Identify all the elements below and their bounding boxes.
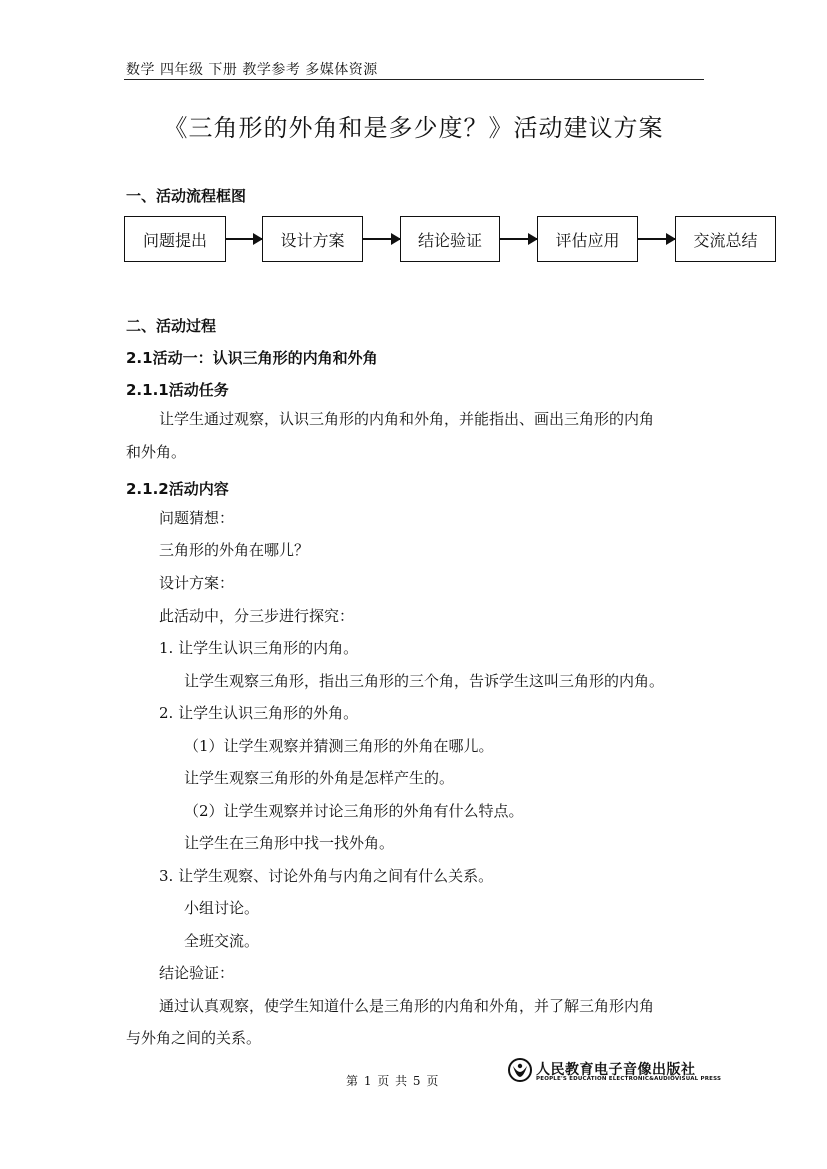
content-line: 设计方案： [159,574,235,592]
document-title: 《三角形的外角和是多少度？》活动建议方案 [163,114,664,142]
flow-step-2: 设计方案 [262,216,363,262]
header-divider [124,79,704,80]
publisher-name-english: PEOPLE'S EDUCATION ELECTRONIC&AUDIOVISUAL PRESS [536,1076,722,1082]
flow-arrow-2 [363,238,400,240]
list-item-1: 1. 让学生认识三角形的内角。 [159,639,359,657]
subsection-2-1: 2.1活动一：认识三角形的内角和外角 [126,349,378,367]
flow-step-5: 交流总结 [675,216,776,262]
section1-heading: 一、活动流程框图 [126,187,247,205]
running-header: 数学 四年级 下册 教学参考 多媒体资源 [126,62,378,78]
content-line: 全班交流。 [184,932,260,950]
subsection-2-1-1: 2.1.1活动任务 [126,381,229,399]
list-item-3: 3. 让学生观察、讨论外角与内角之间有什么关系。 [159,867,494,885]
content-line: 让学生观察三角形，指出三角形的三个角，告诉学生这叫三角形的内角。 [184,672,665,690]
content-line: 让学生观察三角形的外角是怎样产生的。 [184,769,455,787]
content-line: （2）让学生观察并讨论三角形的外角有什么特点。 [184,802,524,820]
list-item-2: 2. 让学生认识三角形的外角。 [159,704,359,722]
content-line: （1）让学生观察并猜测三角形的外角在哪儿。 [184,737,494,755]
flow-step-4: 评估应用 [537,216,638,262]
flow-arrow-4 [638,238,675,240]
subsection-2-1-2: 2.1.2活动内容 [126,480,229,498]
content-line: 与外角之间的关系。 [126,1029,262,1047]
content-line: 小组讨论。 [184,899,260,917]
flow-arrow-1 [226,238,262,240]
task-paragraph-line1: 让学生通过观察，认识三角形的内角和外角，并能指出、画出三角形的内角 [159,410,655,428]
task-paragraph-line2: 和外角。 [126,443,187,461]
flow-arrow-3 [500,238,537,240]
page-number: 第 1 页 共 5 页 [346,1074,440,1088]
content-line: 问题猜想： [159,509,235,527]
publisher-logo [508,1058,722,1086]
flow-step-3: 结论验证 [400,216,500,262]
content-line: 通过认真观察，使学生知道什么是三角形的内角和外角，并了解三角形内角 [159,997,655,1015]
section2-heading: 二、活动过程 [126,317,217,335]
content-line: 此活动中，分三步进行探究： [159,607,355,625]
publisher-emblem-icon [508,1058,532,1082]
publisher-name: 人民教育电子音像出版社 [536,1062,696,1078]
flow-step-1: 问题提出 [124,216,226,262]
content-line: 结论验证： [159,964,235,982]
content-line: 三角形的外角在哪儿？ [159,541,310,559]
content-line: 让学生在三角形中找一找外角。 [184,834,395,852]
